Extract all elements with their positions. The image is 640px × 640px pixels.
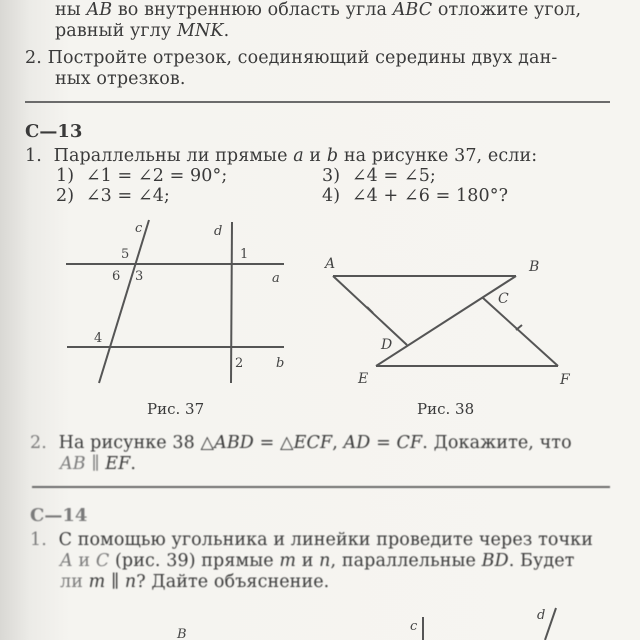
label-C: C [498,291,509,307]
label-angle-1: 1 [240,247,249,262]
math-abd: ABD [214,433,254,453]
math-m: m [88,572,106,592]
text: С помощью угольника и линейки проведите через точки [58,530,593,550]
text: Параллельны ли прямые [53,146,294,166]
task-number: 1. [25,146,42,166]
line-d [545,608,556,640]
text: . Будет [508,551,575,571]
text: ны [55,0,87,20]
condition-text: ∠4 = ∠5; [351,166,436,186]
text: ∥ [105,572,125,592]
text: ∥ [85,454,106,474]
math-abc: ABC [392,0,433,20]
label-angle-4: 4 [94,331,103,346]
text: , [332,433,344,453]
math-ab: AB [60,454,86,474]
math-n: n [319,551,331,571]
label-E: E [358,371,369,387]
label-B: B [177,627,187,640]
math-n: n [124,572,137,592]
text: и [303,146,327,166]
label-angle-6: 6 [112,269,121,284]
condition-number: 3) [322,166,341,186]
label-B: B [529,259,540,275]
label-A: A [325,256,336,272]
condition-number: 2) [56,186,75,206]
text: во внутреннюю область угла [112,0,393,20]
label-D: D [381,337,393,353]
label-c: c [410,619,418,634]
task-number: 2. [25,48,42,68]
label-F: F [560,372,570,388]
text: . [130,454,137,474]
label-d: d [214,224,223,239]
text: ных отрезков. [55,69,186,89]
label-c: c [135,221,143,236]
label-angle-2: 2 [235,356,244,371]
text: = △ [253,433,294,453]
text: ? Дайте объяснение. [136,572,330,592]
label-angle-3: 3 [135,269,144,284]
section-heading-c13: С—13 [25,121,83,142]
text: (рис. 39) прямые [109,551,280,571]
text: на рисунке 37, если: [338,146,538,166]
text: , параллельные [330,551,482,571]
label-d: d [537,608,546,623]
math-ad: AD [343,433,371,453]
task-number: 2. [30,433,47,453]
math-ef: EF [105,454,131,474]
caption-fig-37: Рис. 37 [147,400,205,418]
text: . [223,21,230,41]
task-number: 1. [30,530,47,550]
text: отложите угол, [432,0,582,20]
caption-fig-38: Рис. 38 [417,400,475,418]
math-m: m [279,551,297,571]
text: и [296,551,320,571]
text: Постройте отрезок, соединяющий середины двух дан- [47,48,558,68]
condition-text: ∠4 + ∠6 = 180°? [351,186,509,206]
math-ecf: ECF [293,433,333,453]
text: = [370,433,397,453]
condition-number: 4) [322,186,341,206]
label-a: a [272,271,280,286]
math-mnk: MNK [176,21,224,41]
text: равный углу [55,21,177,41]
label-angle-5: 5 [121,247,130,262]
text: и [72,551,96,571]
label-b: b [276,356,285,371]
condition-number: 1) [56,166,75,186]
text: На рисунке 38 △ [58,433,215,453]
math-bd: BD [481,551,509,571]
math-ab: AB [86,0,113,20]
math-cf: CF [396,433,423,453]
section-heading-c14: С—14 [30,505,88,526]
condition-text: ∠3 = ∠4; [85,186,170,206]
condition-text: ∠1 = ∠2 = 90°; [85,166,228,186]
text: . Докажите, что [422,433,572,453]
math-a: a [293,146,304,166]
math-b: b [326,146,339,166]
math-c: C [95,551,110,571]
text: ли [60,572,89,592]
math-a: A [60,551,73,571]
